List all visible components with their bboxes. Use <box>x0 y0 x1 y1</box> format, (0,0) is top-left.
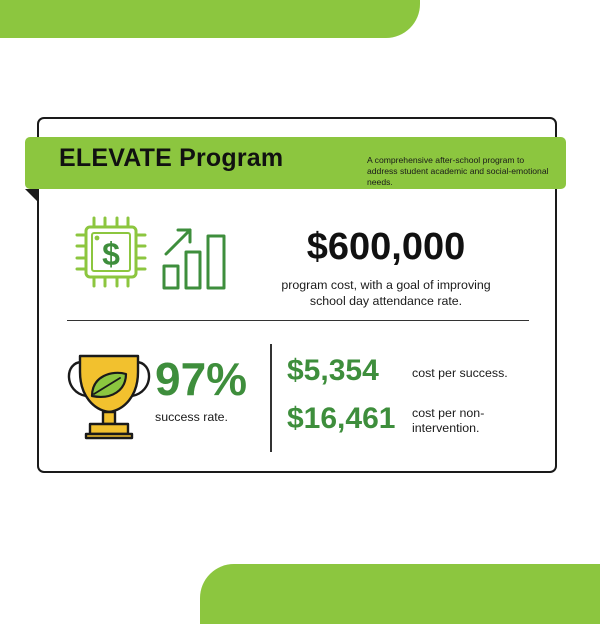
svg-text:$: $ <box>102 236 120 272</box>
banner-fold <box>25 189 37 201</box>
dollar-chip-icon <box>74 215 148 289</box>
cost-per-success-value: $5,354 <box>287 354 379 387</box>
growth-chart-icon <box>160 226 232 290</box>
leaf-trophy-icon <box>60 350 158 442</box>
program-title: ELEVATE Program <box>59 144 284 172</box>
horizontal-divider <box>67 320 529 321</box>
success-rate-label: success rate. <box>155 410 228 424</box>
cost-per-non-intervention-label: cost per non-intervention. <box>412 406 485 435</box>
program-tagline: A comprehensive after-school program to address student academic and social-emotional needs. <box>367 155 549 187</box>
vertical-divider <box>270 344 272 452</box>
cost-per-non-intervention-value: $16,461 <box>287 402 396 435</box>
program-cost-value: $600,000 <box>306 226 466 268</box>
top-decor-shape <box>0 0 420 38</box>
cost-per-success-label: cost per success. <box>412 366 508 380</box>
program-cost-description: program cost, with a goal of improving school day attendance rate. <box>281 278 491 308</box>
bottom-decor-shape <box>200 564 600 624</box>
success-rate-value: 97% <box>155 353 248 405</box>
